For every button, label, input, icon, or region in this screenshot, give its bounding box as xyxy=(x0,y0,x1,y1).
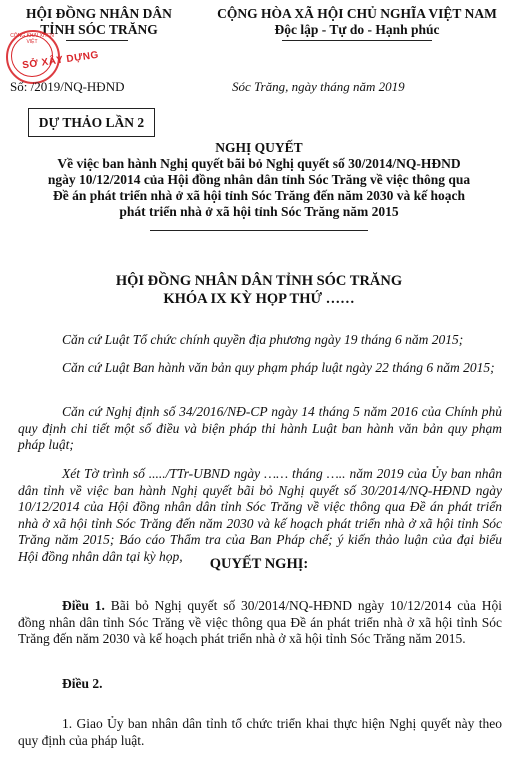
org-underline xyxy=(66,40,128,41)
decision-heading: QUYẾT NGHỊ: xyxy=(209,556,309,572)
article-2-item-1 xyxy=(18,716,502,749)
preamble-paragraph-4 xyxy=(18,466,502,565)
preamble-text-1: Căn cứ Luật Tổ chức chính quyền địa phương ngày 19 tháng 6 năm 2015; xyxy=(62,332,464,347)
council-heading xyxy=(20,272,498,308)
resolution-title xyxy=(20,140,498,220)
motto-line: Độc lập - Tự do - Hạnh phúc xyxy=(274,22,440,37)
title-line-3: Đề án phát triển nhà ở xã hội tỉnh Sóc Trăng đến năm 2030 và kế hoạch xyxy=(52,188,466,203)
title-line-4: phát triển nhà ở xã hội tỉnh Sóc Trăng năm 2015 xyxy=(119,204,399,219)
council-session: KHÓA IX KỲ HỌP THỨ …… xyxy=(163,291,355,307)
preamble-paragraph-2 xyxy=(18,360,502,377)
title-underline xyxy=(150,230,368,231)
motto-underline xyxy=(282,40,432,41)
resolution-heading: NGHỊ QUYẾT xyxy=(215,140,303,155)
preamble-text-4: Xét Tờ trình số ...../TTr-UBND ngày …… tháng ….. năm 2019 của Ủy ban nhân dân tỉnh về việc ban hành Nghị quyết bãi bỏ Nghị quyết số 30/2014/NQ-HĐND ngày 10/12/2014 của Hội đồng nhân dân tỉnh Sóc Trăng về việc thông qua Đề án phát triển nhà ở xã hội tỉnh Sóc Trăng đến năm 2030 và kế hoạch phát triển nhà ở xã hội tỉnh Sóc Trăng năm 2015; Báo cáo Thẩm tra của Ban Pháp chế; ý kiến thảo luận của đại biểu Hội đồng nhân dân tại kỳ họp, xyxy=(18,466,502,564)
national-motto xyxy=(206,6,508,38)
article-2 xyxy=(18,676,502,693)
draft-label-box: DỰ THẢO LẦN 2 xyxy=(28,108,155,137)
article-1-text: Bãi bỏ Nghị quyết số 30/2014/NQ-HĐND ngày 10/12/2014 của Hội đồng nhân dân tỉnh Sóc Trăng về việc thông qua Đề án phát triển nhà ở xã hội tỉnh Sóc Trăng đến năm 2030 và kế hoạch phát triển nhà ở xã hội tỉnh Sóc Trăng năm 2015. xyxy=(18,598,502,646)
title-line-2: ngày 10/12/2014 của Hội đồng nhân dân tỉnh Sóc Trăng về việc thông qua xyxy=(47,172,471,187)
title-line-1: Về việc ban hành Nghị quyết bãi bỏ Nghị quyết số 30/2014/NQ-HĐND xyxy=(57,156,461,171)
stamp-main-text: SỞ XÂY DỰNG xyxy=(21,49,100,72)
org-line-1: HỘI ĐỒNG NHÂN DÂN xyxy=(26,6,172,21)
country-name: CỘNG HÒA XÃ HỘI CHỦ NGHĨA VIỆT NAM xyxy=(217,6,497,21)
stamp-top-text: CÔNG KHAI XHCN VIỆT xyxy=(10,33,54,45)
document-number: Số: /2019/NQ-HĐND xyxy=(10,79,125,94)
org-line-2: TỈNH SÓC TRĂNG xyxy=(40,22,158,37)
article-1 xyxy=(18,598,502,648)
article-1-label: Điều 1. xyxy=(62,598,105,613)
preamble-paragraph-1 xyxy=(18,332,502,349)
preamble-text-3: Căn cứ Nghị định số 34/2016/NĐ-CP ngày 14 tháng 5 năm 2016 của Chính phủ quy định chi tiết một số điều và biện pháp thi hành Luật ban hành văn bản quy phạm pháp luật; xyxy=(18,404,502,452)
preamble-text-2: Căn cứ Luật Ban hành văn bản quy phạm pháp luật ngày 22 tháng 6 năm 2015; xyxy=(62,360,495,375)
article-2-item-1-text: 1. Giao Ủy ban nhân dân tỉnh tổ chức triển khai thực hiện Nghị quyết này theo quy định của pháp luật. xyxy=(18,716,502,748)
preamble-paragraph-3 xyxy=(18,404,502,454)
document-date: Sóc Trăng, ngày tháng năm 2019 xyxy=(232,79,405,94)
article-2-label: Điều 2. xyxy=(62,676,103,691)
council-name: HỘI ĐỒNG NHÂN DÂN TỈNH SÓC TRĂNG xyxy=(115,273,403,289)
